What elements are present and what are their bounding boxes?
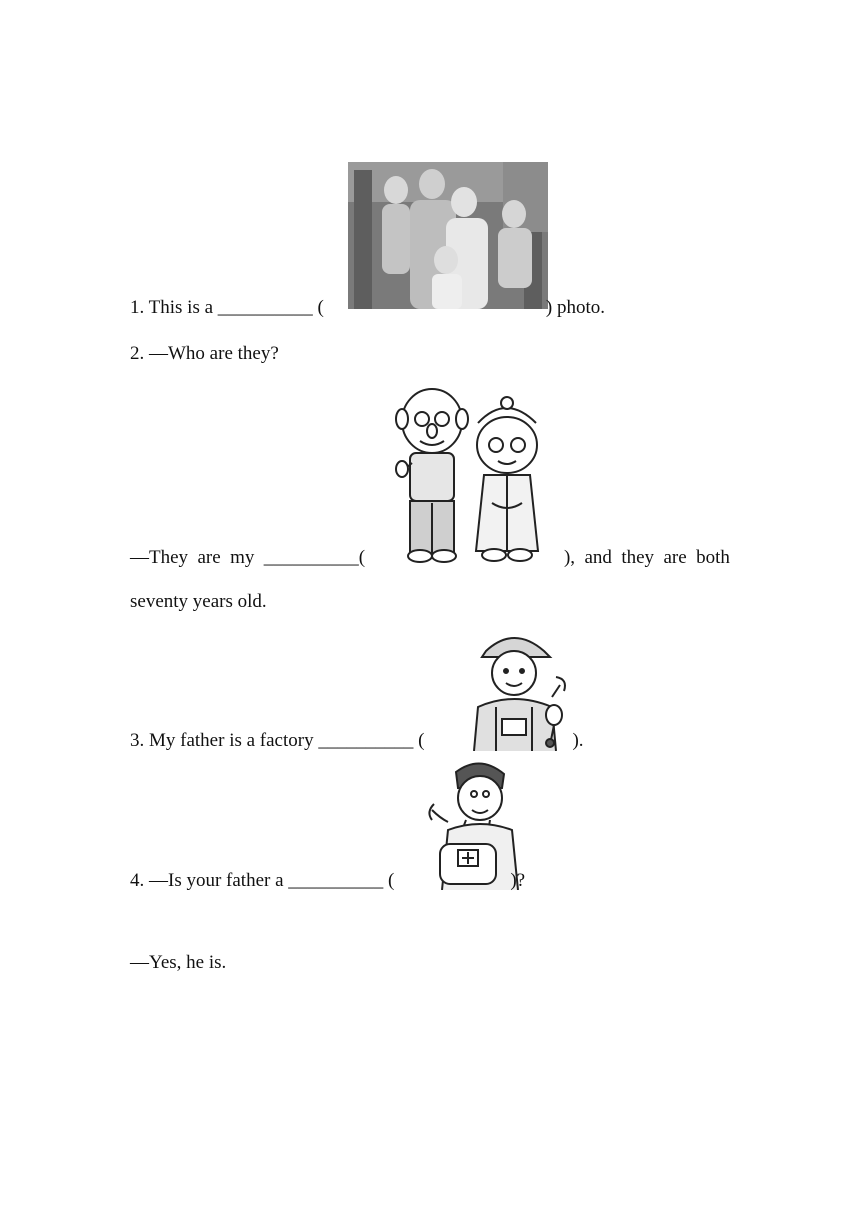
grandparents-picture (386, 383, 550, 564)
family-photo (348, 162, 548, 309)
q2-word: ), (563, 547, 576, 568)
q4-suffix: )? (510, 870, 526, 891)
q2-word: are (197, 547, 221, 568)
q2-answer-line (130, 547, 730, 569)
q2-word: __________( (263, 547, 366, 568)
question-4 (130, 870, 525, 892)
q4-prefix: 4. —Is your father a __________ ( (130, 870, 395, 891)
q2-word: my (230, 547, 255, 568)
q1-suffix: ) photo. (545, 297, 605, 318)
q2-answer-line-2: seventy years old. (130, 591, 267, 612)
q3-prefix: 3. My father is a factory __________ ( (130, 730, 425, 751)
q2-word: they (621, 547, 655, 568)
q2-word: both (696, 547, 730, 568)
q2-word: —They (130, 547, 189, 568)
q2-word: and (584, 547, 612, 568)
question-2: 2. —Who are they? (130, 343, 279, 364)
q4-answer: —Yes, he is. (130, 952, 227, 973)
q2-word: are (663, 547, 687, 568)
q1-prefix: 1. This is a __________ ( (130, 297, 324, 318)
question-1 (130, 297, 605, 319)
question-3 (130, 730, 584, 752)
q3-suffix: ). (572, 730, 584, 751)
